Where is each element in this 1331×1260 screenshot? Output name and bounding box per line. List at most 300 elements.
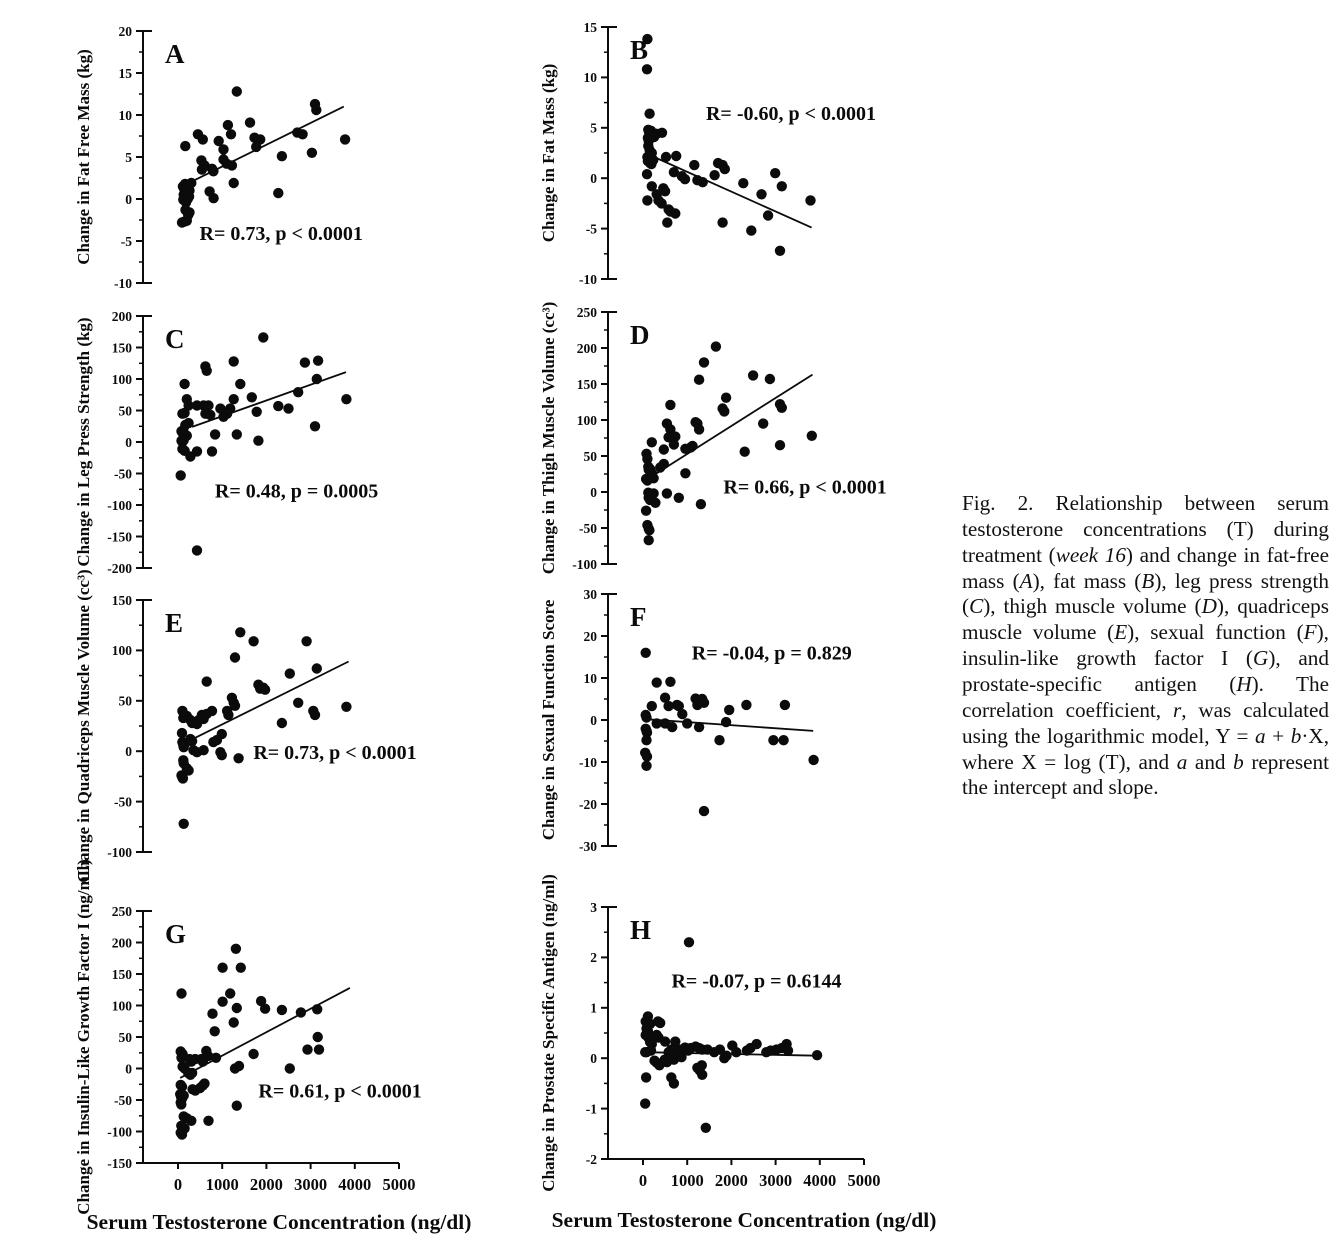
data-point [179,408,189,418]
svg-text:0: 0 [590,484,597,500]
data-point [232,1003,242,1013]
svg-text:-150: -150 [107,529,132,545]
data-point [641,735,651,745]
data-point [260,1004,270,1014]
data-point [210,429,220,439]
data-point [698,177,708,187]
data-point [197,164,207,174]
data-point [232,86,242,96]
data-point [670,208,680,218]
data-point [248,1049,258,1059]
y-axis-label: Change in Fat Mass (kg) [539,63,558,243]
data-point [187,736,197,746]
data-point [758,418,768,428]
svg-text:-2: -2 [585,1151,597,1167]
data-point [661,152,671,162]
svg-text:50: 50 [583,448,597,464]
data-point [247,392,257,402]
caption-segment: ·X, where X = log (T), and [962,723,1329,774]
svg-text:2000: 2000 [249,1175,283,1194]
data-point [252,407,262,417]
data-point [720,164,730,174]
data-point [273,401,283,411]
data-point [777,181,787,191]
scatter-points [641,341,817,545]
y-tick-marks [601,907,608,1159]
data-point [179,435,189,445]
caption-italic-segment: a [1176,749,1188,774]
data-point [229,356,239,366]
data-point [689,160,699,170]
data-point [230,652,240,662]
data-point [307,148,317,158]
data-point [775,246,785,256]
data-point [212,735,222,745]
scatter-points [176,627,351,829]
data-point [667,722,677,732]
data-point [217,963,227,973]
panel-letter: E [165,608,184,638]
panel-letter: D [630,320,650,350]
data-point [674,493,684,503]
svg-text:-200: -200 [107,560,132,576]
data-point [697,1060,707,1070]
svg-text:4000: 4000 [803,1171,837,1190]
svg-text:5000: 5000 [382,1175,416,1194]
trend-line [185,662,349,744]
caption-italic-segment: a [1255,723,1266,748]
data-point [751,1039,761,1049]
data-point [642,195,652,205]
svg-text:250: 250 [111,903,132,919]
caption-segment: represent the intercept and slope. [962,749,1329,800]
svg-text:-10: -10 [579,271,597,287]
data-point [314,1044,324,1054]
caption-segment: ). The correlation coefficient, [962,672,1329,722]
data-point [659,459,669,469]
svg-text:-100: -100 [107,844,132,860]
data-point [652,677,662,687]
data-point [765,374,775,384]
data-point [641,1072,651,1082]
data-point [644,525,654,535]
correlation-annotation: R= 0.48, p = 0.0005 [214,480,379,503]
data-point [313,356,323,366]
data-point [176,1099,186,1109]
svg-text:150: 150 [111,592,132,608]
data-point [646,1045,656,1055]
svg-text:150: 150 [111,966,132,982]
data-point [644,109,654,119]
svg-text:50: 50 [118,403,132,419]
caption-italic-segment: D [1201,594,1217,619]
y-tick-labels [114,24,132,291]
data-point [185,451,195,461]
data-point [694,722,704,732]
caption-italic-segment: b [1233,749,1244,774]
correlation-annotation: R= 0.73, p < 0.0001 [199,223,363,246]
data-point [176,988,186,998]
data-point [227,160,237,170]
svg-text:20: 20 [118,23,132,39]
svg-text:30: 30 [583,586,597,602]
y-axis-label: Change in Leg Press Strength (kg) [74,317,93,567]
correlation-annotation: R= -0.60, p < 0.0001 [705,103,877,126]
data-point [223,120,233,130]
svg-text:2000: 2000 [714,1171,748,1190]
svg-text:15: 15 [583,19,597,35]
panel-B [524,11,964,297]
svg-text:-20: -20 [579,796,597,812]
data-point [775,440,785,450]
caption-segment: ), quadriceps muscle volume ( [962,594,1329,645]
data-point [756,189,766,199]
data-point [208,193,218,203]
svg-text:0: 0 [125,1061,132,1077]
y-tick-marks [601,312,608,564]
y-tick-labels [579,587,597,854]
data-point [642,64,652,74]
svg-text:0: 0 [125,744,132,759]
data-point [662,488,672,498]
data-point [302,1044,312,1054]
data-point [740,447,750,457]
data-point [178,773,188,783]
data-point [202,366,212,376]
data-point [697,1070,707,1080]
data-point [805,195,815,205]
data-point [711,341,721,351]
caption-italic-segment: F [1303,620,1317,645]
svg-text:0: 0 [590,171,597,186]
panel-C [59,300,499,586]
data-point [812,1050,822,1060]
data-point [647,701,657,711]
caption-italic-segment: G [1253,646,1269,671]
svg-text:-10: -10 [114,275,132,291]
y-axis [608,312,617,564]
data-point [738,178,748,188]
data-point [665,400,675,410]
panel-letter: A [165,39,185,69]
data-point [253,436,263,446]
data-point [659,444,669,454]
data-point [741,700,751,710]
y-axis [608,594,617,846]
svg-text:200: 200 [111,935,132,951]
data-point [199,1078,209,1088]
caption-italic-segment: A [1019,568,1033,593]
scatter-points [640,648,819,817]
svg-text:150: 150 [576,376,597,392]
svg-text:1: 1 [590,1000,597,1016]
y-axis-label: Change in Fat Free Mass (kg) [74,49,93,265]
svg-text:-5: -5 [120,233,132,249]
caption-segment: Fig. 2. Relationship between serum testosterone concentrations (T) during treatment ( [962,491,1329,567]
data-point [692,700,702,710]
data-point [203,1116,213,1126]
svg-text:0: 0 [173,1175,183,1194]
data-point [233,753,243,763]
data-point [662,217,672,227]
caption-segment: ), insulin-like growth factor I ( [962,620,1329,671]
data-point [277,151,287,161]
y-axis [143,600,152,852]
data-point [245,117,255,127]
svg-text:200: 200 [111,308,132,324]
caption-segment: and [1187,749,1234,774]
data-point [301,636,311,646]
svg-text:0: 0 [125,191,132,207]
caption-segment: ) and change in fat-free mass ( [962,542,1329,593]
data-point [225,988,235,998]
figure-caption [962,491,1329,801]
data-point [232,1101,242,1111]
svg-text:10: 10 [583,70,597,86]
y-axis [143,911,152,1163]
correlation-annotation: R= -0.07, p = 0.6144 [671,970,842,993]
data-point [340,134,350,144]
panel-F [524,578,964,864]
y-axis-label: Change in Sexual Function Score [539,599,558,841]
caption-segment: ), thigh muscle volume ( [983,594,1202,619]
data-point [217,750,227,760]
y-tick-marks [601,594,608,846]
scatter-plot-B [524,11,964,297]
svg-text:5: 5 [590,120,597,136]
data-point [312,1004,322,1014]
data-point [682,718,692,728]
x-axis-title-left: Serum Testosterone Concentration (ng/dl) [86,1210,472,1234]
svg-text:10: 10 [583,670,597,686]
data-point [642,169,652,179]
data-point [198,1056,208,1066]
data-point [648,488,658,498]
scatter-plot-A [59,15,499,301]
caption-segment: ), sexual function ( [1127,620,1304,645]
data-point [211,1053,221,1063]
svg-text:15: 15 [118,65,132,81]
scatter-plot-D [524,296,964,582]
svg-text:200: 200 [576,340,597,356]
svg-text:0: 0 [638,1171,648,1190]
scatter-plot-F [524,578,964,864]
data-point [641,761,651,771]
caption-italic-segment: H [1236,672,1252,697]
data-point [177,1129,187,1139]
caption-segment: + [1265,723,1291,748]
panel-G [59,859,499,1227]
data-point [285,668,295,678]
svg-text:-30: -30 [579,838,597,854]
y-tick-marks [136,911,143,1163]
data-point [807,431,817,441]
data-point [312,663,322,673]
data-point [235,379,245,389]
svg-text:-50: -50 [579,520,597,536]
svg-text:100: 100 [111,643,132,659]
svg-text:4000: 4000 [338,1175,372,1194]
data-point [721,393,731,403]
data-point [714,735,724,745]
data-point [677,709,687,719]
data-point [687,441,697,451]
data-point [694,375,704,385]
scatter-plot-H [524,874,964,1223]
data-point [731,1047,741,1057]
data-point [647,437,657,447]
y-tick-marks [136,31,143,283]
data-point [763,210,773,220]
data-point [699,357,709,367]
y-tick-labels [572,305,597,572]
data-point [341,702,351,712]
data-point [277,718,287,728]
data-point [709,170,719,180]
caption-italic-segment: r [1172,697,1182,722]
panel-letter: C [165,324,185,354]
svg-text:0: 0 [590,712,597,728]
data-point [180,141,190,151]
caption-italic-segment: b [1290,723,1302,748]
data-point [190,1085,200,1095]
data-point [198,745,208,755]
data-point [657,128,667,138]
data-point [248,636,258,646]
y-tick-marks [601,27,608,279]
y-axis-label: Change in Insulin-Like Growth Factor I (ng/mL) [74,859,93,1215]
svg-text:5000: 5000 [847,1171,881,1190]
data-point [671,151,681,161]
data-point [258,332,268,342]
caption-italic-segment: B [1141,568,1155,593]
scatter-points [640,937,822,1133]
svg-text:50: 50 [118,693,132,709]
svg-text:-100: -100 [107,1124,132,1140]
data-point [768,735,778,745]
svg-text:250: 250 [576,304,597,320]
data-point [293,698,303,708]
y-tick-labels [107,309,132,576]
svg-text:-5: -5 [585,221,597,237]
data-point [179,819,189,829]
scatter-points [176,332,352,555]
data-point [670,431,680,441]
data-point [296,1007,306,1017]
data-point [694,424,704,434]
svg-text:-100: -100 [107,497,132,513]
data-point [223,710,233,720]
svg-text:10: 10 [118,107,132,123]
data-point [217,997,227,1007]
data-point [177,728,187,738]
panel-letter: G [165,919,187,949]
data-point [770,168,780,178]
data-point [778,735,788,745]
svg-text:3: 3 [590,899,597,915]
data-point [641,648,651,658]
data-point [719,406,729,416]
data-point [283,403,293,413]
y-tick-labels [107,593,132,860]
data-point [640,1098,650,1108]
y-axis-label: Change in Prostate Specific Antigen (ng/ml) [539,874,558,1192]
data-point [680,468,690,478]
data-point [202,676,212,686]
data-point [780,700,790,710]
data-point [312,374,322,384]
caption-italic-segment: week 16 [1055,542,1126,567]
data-point [642,751,652,761]
data-point [229,178,239,188]
data-point [229,394,239,404]
svg-text:3000: 3000 [759,1171,793,1190]
panel-letter: B [630,35,649,65]
data-point [641,712,651,722]
data-point [192,545,202,555]
caption-italic-segment: E [1114,620,1128,645]
data-point [721,1051,731,1061]
svg-text:100: 100 [576,412,597,428]
data-point [251,142,261,152]
data-point [231,944,241,954]
y-tick-labels [107,904,132,1171]
y-axis [608,27,617,279]
svg-text:3000: 3000 [294,1175,328,1194]
scatter-plot-C [59,300,499,586]
x-tick-labels [174,1175,416,1194]
data-point [207,446,217,456]
data-point [184,207,194,217]
data-point [260,685,270,695]
svg-text:-10: -10 [579,754,597,770]
data-point [721,717,731,727]
correlation-annotation: R= 0.73, p < 0.0001 [253,741,417,764]
y-axis [143,31,152,283]
data-point [179,379,189,389]
scatter-points [177,86,350,227]
data-point [641,506,651,516]
y-axis-label: Change in Quadriceps Muscle Volume (cc³) [74,569,93,883]
data-point [783,1045,793,1055]
caption-segment: ), fat mass ( [1032,568,1142,593]
data-point [186,178,196,188]
correlation-annotation: R= -0.04, p = 0.829 [691,642,852,665]
data-point [194,715,204,725]
data-point [808,755,818,765]
data-point [187,1068,197,1078]
data-point [680,174,690,184]
correlation-annotation: R= 0.61, p < 0.0001 [258,1080,422,1103]
panel-E [59,569,499,883]
data-point [696,499,706,509]
data-point [232,429,242,439]
data-point [311,105,321,115]
data-point [644,535,654,545]
y-axis [143,316,152,568]
data-point [205,410,215,420]
caption-segment: ), leg press strength ( [962,568,1329,619]
data-point [218,144,228,154]
svg-text:0: 0 [125,434,132,450]
caption-italic-segment: C [969,594,984,619]
data-point [234,1061,244,1071]
data-point [699,806,709,816]
data-point [665,677,675,687]
data-point [300,357,310,367]
caption-segment: , was calculated using the logarithmic model, Y = [962,697,1329,748]
panel-D [524,296,964,582]
